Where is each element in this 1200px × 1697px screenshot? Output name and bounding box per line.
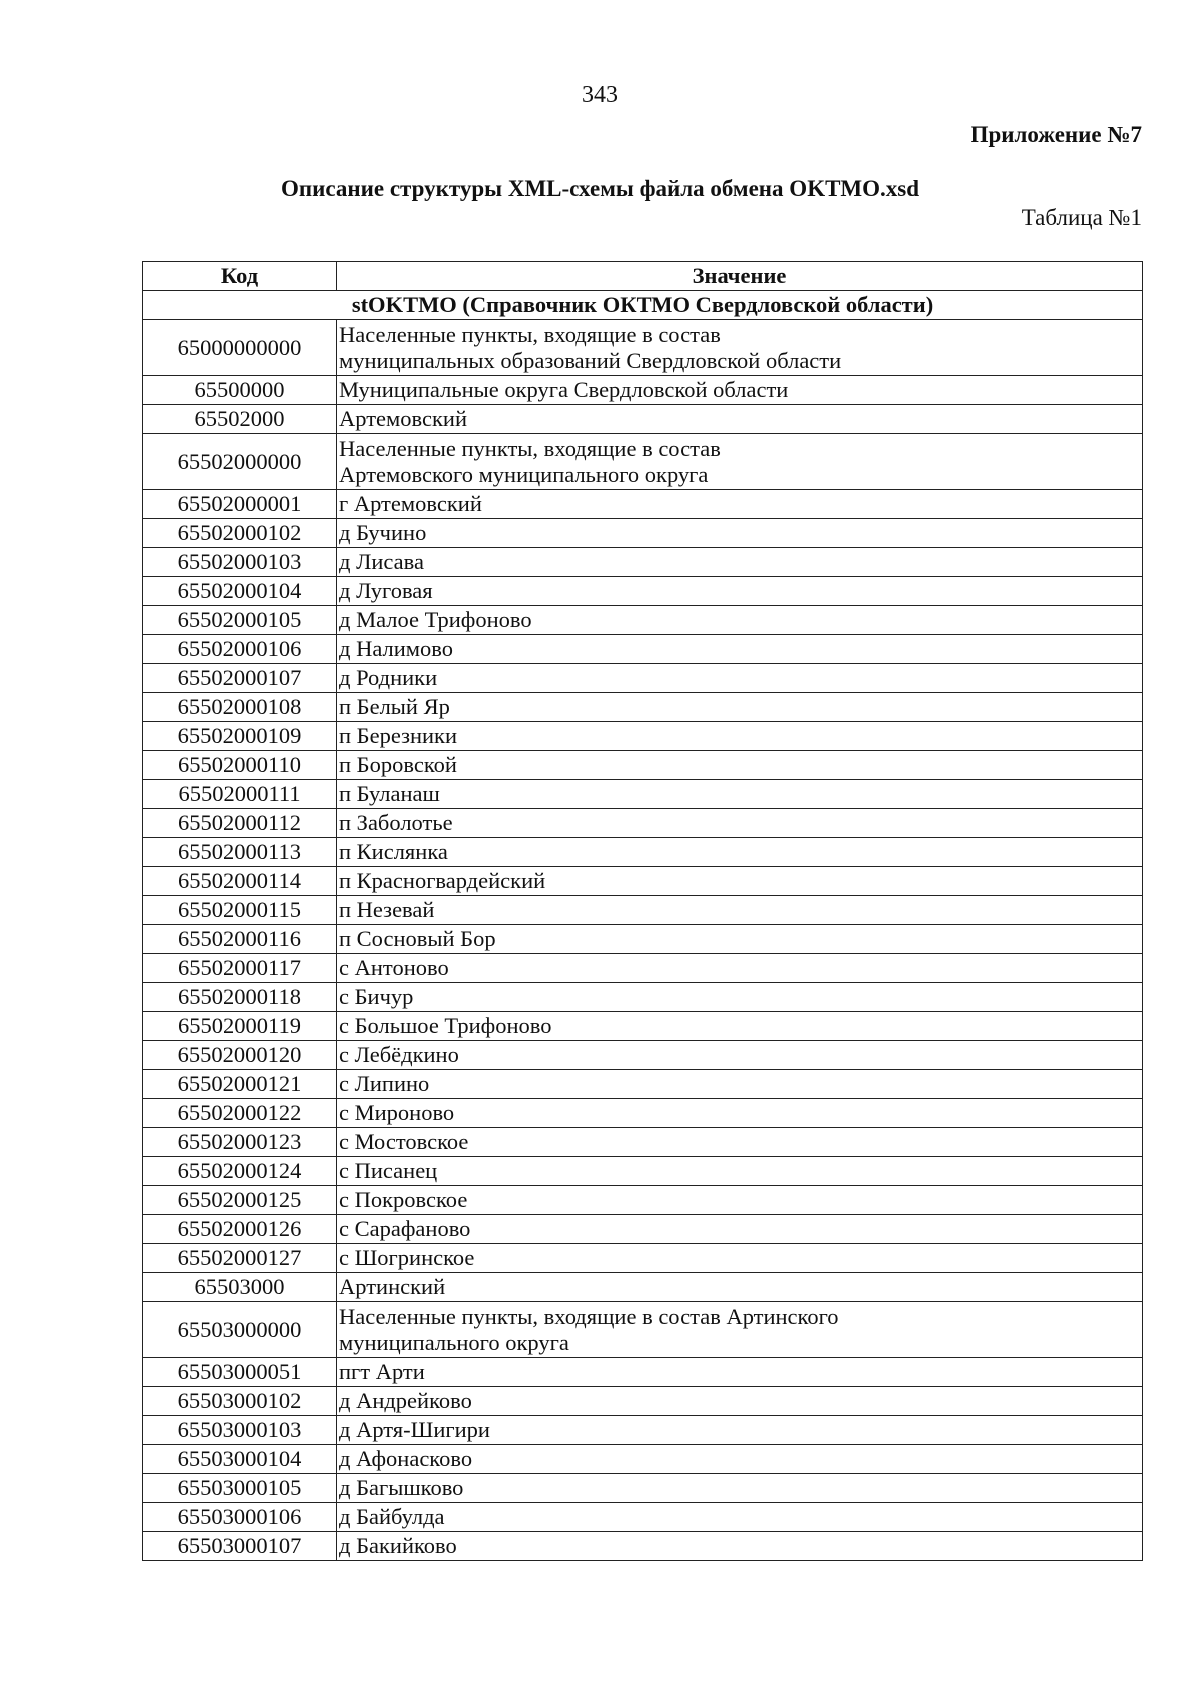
oktmo-value-cell: с Покровское (337, 1186, 1143, 1215)
oktmo-value-cell: п Сосновый Бор (337, 925, 1143, 954)
oktmo-value-cell: п Заболотье (337, 809, 1143, 838)
column-header-code: Код (143, 262, 337, 291)
table-row (143, 320, 1143, 376)
oktmo-value-cell: п Боровской (337, 751, 1143, 780)
oktmo-code-cell: 65502000113 (143, 838, 337, 867)
oktmo-value-cell: Населенные пункты, входящие в состав муниципальных образований Свердловской области (337, 320, 1143, 376)
oktmo-value-cell: Артинский (337, 1273, 1143, 1302)
oktmo-value-cell: д Бакийково (337, 1532, 1143, 1561)
oktmo-code-cell: 65502000112 (143, 809, 337, 838)
table-row (143, 983, 1143, 1012)
oktmo-value-cell: д Байбулда (337, 1503, 1143, 1532)
table-row (143, 1474, 1143, 1503)
oktmo-code-cell: 65502000118 (143, 983, 337, 1012)
oktmo-value-cell: с Мостовское (337, 1128, 1143, 1157)
oktmo-code-cell: 65502000109 (143, 722, 337, 751)
table-row (143, 1445, 1143, 1474)
section-title: stOKTMO (Справочник ОКТМО Свердловской области) (143, 291, 1143, 320)
table-row (143, 1012, 1143, 1041)
oktmo-code-cell: 65502000120 (143, 1041, 337, 1070)
oktmo-value-cell: с Шогринское (337, 1244, 1143, 1273)
table-row (143, 490, 1143, 519)
oktmo-code-cell: 65502000107 (143, 664, 337, 693)
oktmo-value-cell: пгт Арти (337, 1358, 1143, 1387)
oktmo-code-cell: 65503000102 (143, 1387, 337, 1416)
table-row (143, 1099, 1143, 1128)
table-row (143, 751, 1143, 780)
oktmo-code-cell: 65500000 (143, 376, 337, 405)
oktmo-code-cell: 65503000103 (143, 1416, 337, 1445)
section-row (143, 291, 1143, 320)
oktmo-value-cell: д Налимово (337, 635, 1143, 664)
table-body (143, 291, 1143, 1561)
table-row (143, 1186, 1143, 1215)
table-row (143, 1416, 1143, 1445)
oktmo-code-cell: 65502000105 (143, 606, 337, 635)
oktmo-value-cell: с Лебёдкино (337, 1041, 1143, 1070)
table-header-row (143, 262, 1143, 291)
table-row (143, 548, 1143, 577)
table-row (143, 722, 1143, 751)
table-row (143, 376, 1143, 405)
oktmo-value-cell: д Андрейково (337, 1387, 1143, 1416)
oktmo-value-cell: с Сарафаново (337, 1215, 1143, 1244)
table-row (143, 1273, 1143, 1302)
oktmo-value-cell: п Белый Яр (337, 693, 1143, 722)
table-row (143, 664, 1143, 693)
oktmo-value-cell: с Большое Трифоново (337, 1012, 1143, 1041)
oktmo-value-cell: д Лисава (337, 548, 1143, 577)
table-row (143, 1215, 1143, 1244)
table-row (143, 838, 1143, 867)
table-row (143, 1244, 1143, 1273)
table-row (143, 954, 1143, 983)
oktmo-value-cell: п Незевай (337, 896, 1143, 925)
table-row (143, 1041, 1143, 1070)
oktmo-value-cell: с Антоново (337, 954, 1143, 983)
table-row (143, 1358, 1143, 1387)
oktmo-value-cell: п Буланаш (337, 780, 1143, 809)
table-row (143, 1532, 1143, 1561)
table-row (143, 434, 1143, 490)
oktmo-value-cell: п Березники (337, 722, 1143, 751)
oktmo-code-cell: 65502000110 (143, 751, 337, 780)
oktmo-code-cell: 65502000124 (143, 1157, 337, 1186)
oktmo-value-cell: с Писанец (337, 1157, 1143, 1186)
oktmo-value-cell: г Артемовский (337, 490, 1143, 519)
column-header-value: Значение (337, 262, 1143, 291)
oktmo-value-cell: Населенные пункты, входящие в состав Артемовского муниципального округа (337, 434, 1143, 490)
oktmo-code-cell: 65502000123 (143, 1128, 337, 1157)
table-number-label: Таблица №1 (1021, 205, 1142, 230)
oktmo-code-cell: 65502000119 (143, 1012, 337, 1041)
oktmo-code-cell: 65503000107 (143, 1532, 337, 1561)
table-row (143, 519, 1143, 548)
oktmo-code-cell: 65502000125 (143, 1186, 337, 1215)
oktmo-code-cell: 65502000001 (143, 490, 337, 519)
oktmo-value-cell: д Багышково (337, 1474, 1143, 1503)
oktmo-code-cell: 65503000051 (143, 1358, 337, 1387)
oktmo-code-cell: 65502000104 (143, 577, 337, 606)
table-row (143, 606, 1143, 635)
oktmo-code-cell: 65000000000 (143, 320, 337, 376)
oktmo-value-cell: Артемовский (337, 405, 1143, 434)
table-row (143, 780, 1143, 809)
oktmo-code-cell: 65502000122 (143, 1099, 337, 1128)
table-row (143, 1128, 1143, 1157)
oktmo-code-cell: 65502000103 (143, 548, 337, 577)
oktmo-code-cell: 65503000104 (143, 1445, 337, 1474)
oktmo-value-cell: п Кислянка (337, 838, 1143, 867)
oktmo-code-cell: 65502000111 (143, 780, 337, 809)
oktmo-code-cell: 65503000106 (143, 1503, 337, 1532)
oktmo-table (142, 261, 1143, 1561)
appendix-label: Приложение №7 (970, 122, 1142, 147)
oktmo-value-cell: с Липино (337, 1070, 1143, 1099)
document-title: Описание структуры XML-схемы файла обмена OKTMO.xsd (280, 176, 920, 201)
table-row (143, 1070, 1143, 1099)
table-row (143, 1387, 1143, 1416)
table-row (143, 1302, 1143, 1358)
oktmo-code-cell: 65502000121 (143, 1070, 337, 1099)
oktmo-code-cell: 65502000 (143, 405, 337, 434)
oktmo-value-cell: д Артя-Шигири (337, 1416, 1143, 1445)
oktmo-value-cell: д Луговая (337, 577, 1143, 606)
page-number: 343 (582, 82, 618, 108)
table-row (143, 867, 1143, 896)
oktmo-code-cell: 65502000106 (143, 635, 337, 664)
oktmo-value-cell: д Бучино (337, 519, 1143, 548)
oktmo-value-cell: д Малое Трифоново (337, 606, 1143, 635)
oktmo-code-cell: 65503000105 (143, 1474, 337, 1503)
table-row (143, 925, 1143, 954)
oktmo-value-cell: Муниципальные округа Свердловской области (337, 376, 1143, 405)
table-row (143, 635, 1143, 664)
oktmo-code-cell: 65503000 (143, 1273, 337, 1302)
oktmo-code-cell: 65502000000 (143, 434, 337, 490)
oktmo-value-cell: д Родники (337, 664, 1143, 693)
oktmo-value-cell: Населенные пункты, входящие в состав Артинского муниципального округа (337, 1302, 1143, 1358)
oktmo-code-cell: 65502000102 (143, 519, 337, 548)
oktmo-code-cell: 65502000127 (143, 1244, 337, 1273)
table-row (143, 1157, 1143, 1186)
oktmo-value-cell: п Красногвардейский (337, 867, 1143, 896)
table-row (143, 896, 1143, 925)
oktmo-code-cell: 65502000115 (143, 896, 337, 925)
table-row (143, 693, 1143, 722)
table-row (143, 809, 1143, 838)
oktmo-code-cell: 65502000116 (143, 925, 337, 954)
oktmo-code-cell: 65502000108 (143, 693, 337, 722)
oktmo-value-cell: с Бичур (337, 983, 1143, 1012)
table-row (143, 577, 1143, 606)
table-row (143, 405, 1143, 434)
table-row (143, 1503, 1143, 1532)
oktmo-code-cell: 65502000126 (143, 1215, 337, 1244)
oktmo-value-cell: с Мироново (337, 1099, 1143, 1128)
oktmo-code-cell: 65502000117 (143, 954, 337, 983)
oktmo-value-cell: д Афонасково (337, 1445, 1143, 1474)
oktmo-code-cell: 65503000000 (143, 1302, 337, 1358)
oktmo-code-cell: 65502000114 (143, 867, 337, 896)
